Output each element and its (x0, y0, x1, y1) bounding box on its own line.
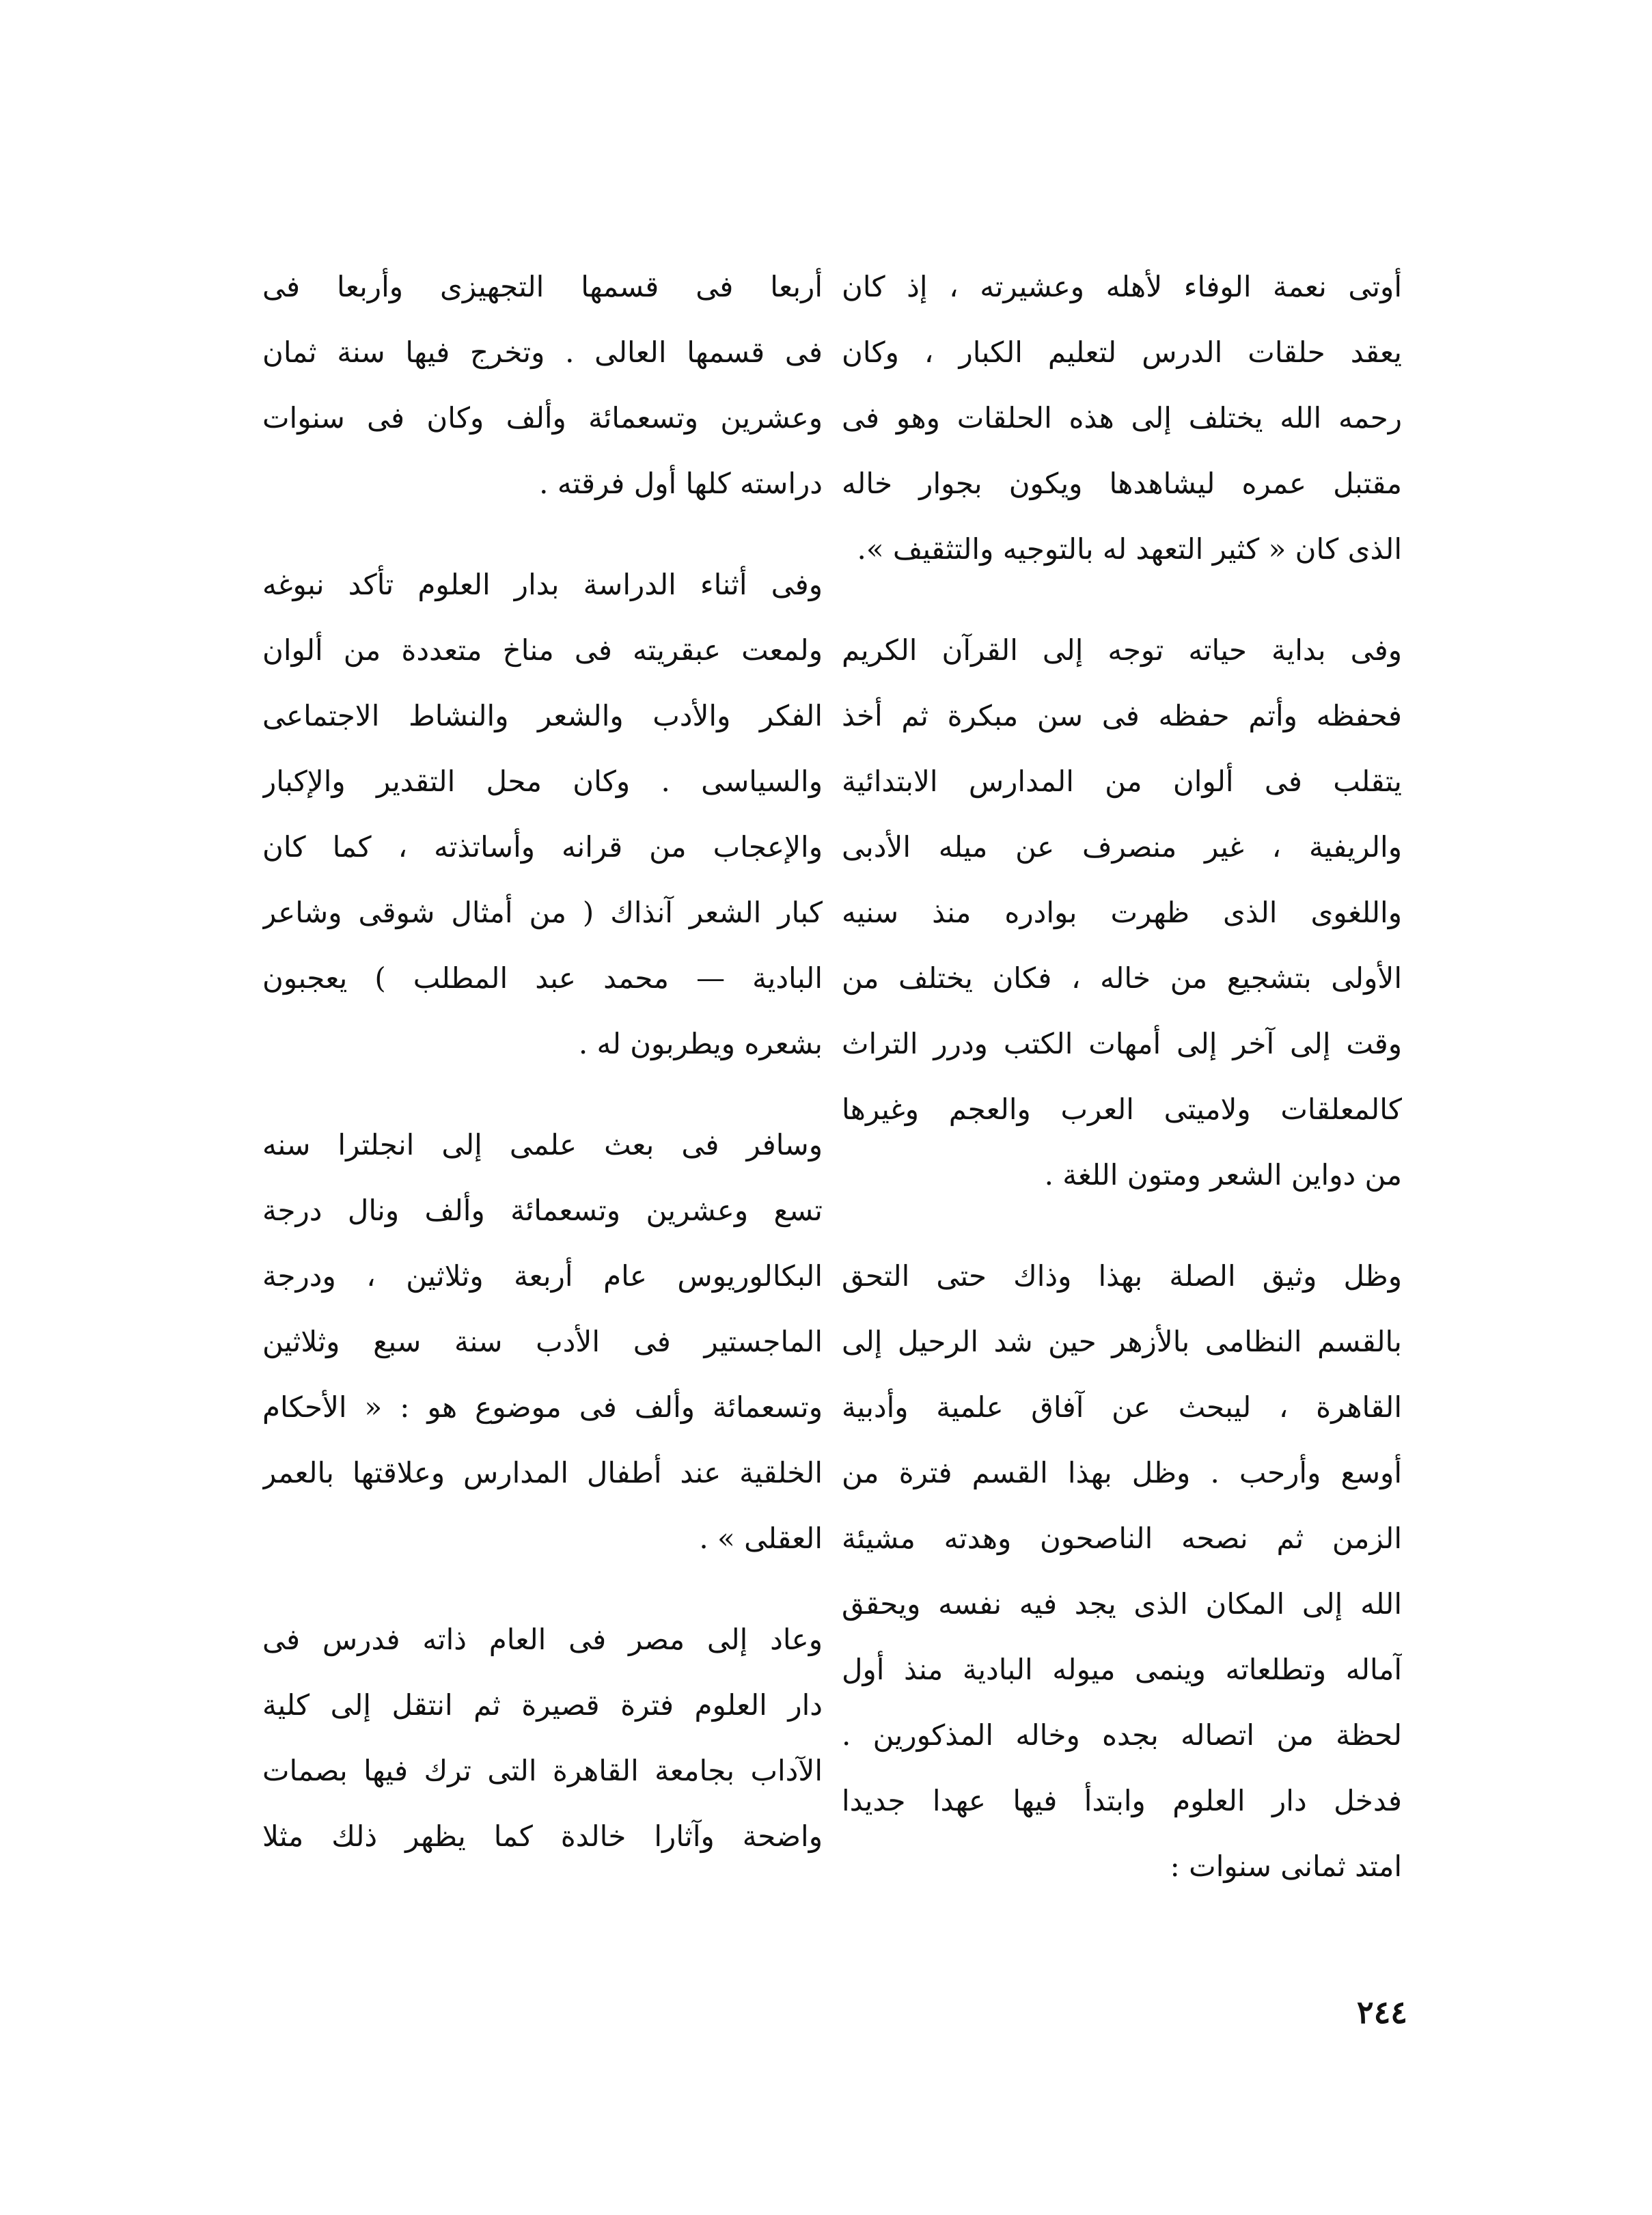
text-line: كبار الشعر آنذاك ( من أمثال شوقى وشاعر (262, 896, 823, 929)
paragraph-6 (262, 1112, 823, 1571)
text-line: وفى بداية حياته توجه إلى القرآن الكريم (842, 633, 1402, 667)
text-line: فحفظه وأتم حفظه فى سن مبكرة ثم أخذ (842, 699, 1402, 732)
text-line: وعاد إلى مصر فى العام ذاته فدرس فى (262, 1623, 823, 1656)
text-line: واضحة وآثارا خالدة كما يظهر ذلك مثلا (262, 1819, 823, 1853)
text-line: وسافر فى بعث علمى إلى انجلترا سنه (262, 1128, 823, 1161)
text-line: ولمعت عبقريته فى مناخ متعددة من ألوان (262, 633, 823, 667)
text-line: يعقد حلقات الدرس لتعليم الكبار ، وكان (842, 335, 1402, 369)
text-line: بالقسم النظامى بالأزهر حين شد الرحيل إلى (842, 1325, 1402, 1358)
text-line: والسياسى . وكان محل التقدير والإكبار (262, 765, 823, 798)
text-line: بشعره ويطربون له . (578, 1027, 823, 1060)
paragraph-5 (262, 552, 823, 1077)
text-line: البادية — محمد عبد المطلب ) يعجبون (262, 961, 823, 995)
text-line: الزمن ثم نصحه الناصحون وهدته مشيئة (842, 1522, 1402, 1555)
text-line: دراسته كلها أول فرقته . (539, 467, 823, 500)
text-line: فدخل دار العلوم وابتدأ فيها عهدا جديدا (842, 1784, 1402, 1817)
paragraph-7 (262, 1607, 823, 1869)
text-line: يتقلب فى ألوان من المدارس الابتدائية (842, 765, 1402, 798)
page-number: ٢٤٤ (1356, 1994, 1407, 2031)
text-line: رحمه الله يختلف إلى هذه الحلقات وهو فى (842, 401, 1402, 435)
text-line: دار العلوم فترة قصيرة ثم انتقل إلى كلية (262, 1688, 823, 1722)
text-line: كالمعلقات ولاميتى العرب والعجم وغيرها (842, 1092, 1402, 1126)
text-line: وفى أثناء الدراسة بدار العلوم تأكد نبوغه (262, 568, 823, 601)
paragraph-1 (842, 254, 1402, 582)
text-line: الآداب بجامعة القاهرة التى ترك فيها بصمات (262, 1754, 823, 1787)
text-line: والإعجاب من قرانه وأساتذته ، كما كان (262, 830, 823, 864)
text-line: والريفية ، غير منصرف عن ميله الأدبى (842, 830, 1402, 864)
paragraph-3 (842, 1243, 1402, 1899)
text-line: آماله وتطلعاته وينمى ميوله البادية منذ أول (842, 1653, 1402, 1686)
text-line: تسع وعشرين وتسعمائة وألف ونال درجة (262, 1194, 823, 1227)
text-line: مقتبل عمره ليشاهدها ويكون بجوار خاله (842, 467, 1402, 500)
right-text-column (842, 254, 1402, 1935)
text-line: الماجستير فى الأدب سنة سبع وثلاثين (262, 1325, 823, 1358)
text-line: امتد ثمانى سنوات : (1170, 1849, 1402, 1883)
text-line: الفكر والأدب والشعر والنشاط الاجتماعى (262, 699, 823, 732)
paragraph-2 (842, 618, 1402, 1208)
text-line: وظل وثيق الصلة بهذا وذاك حتى التحق (842, 1259, 1402, 1293)
text-line: العقلى » . (699, 1522, 823, 1555)
text-line: وقت إلى آخر إلى أمهات الكتب ودرر التراث (842, 1027, 1402, 1060)
text-line: أوسع وأرحب . وظل بهذا القسم فترة من (842, 1456, 1402, 1489)
text-line: الله إلى المكان الذى يجد فيه نفسه ويحقق (842, 1587, 1402, 1621)
left-text-column (262, 254, 823, 1905)
text-line: وتسعمائة وألف فى موضوع هو : « الأحكام (262, 1390, 823, 1424)
text-line: الأولى بتشجيع من خاله ، فكان يختلف من (842, 961, 1402, 995)
text-line: الذى كان « كثير التعهد له بالتوجيه والتثقيف ». (857, 532, 1402, 566)
text-line: أوتى نعمة الوفاء لأهله وعشيرته ، إذ كان (842, 270, 1402, 303)
text-line: البكالوريوس عام أربعة وثلاثين ، ودرجة (262, 1259, 823, 1293)
text-line: القاهرة ، ليبحث عن آفاق علمية وأدبية (842, 1390, 1402, 1424)
text-line: وعشرين وتسعمائة وألف وكان فى سنوات (262, 401, 823, 435)
text-line: فى قسمها العالى . وتخرج فيها سنة ثمان (262, 335, 823, 369)
text-line: لحظة من اتصاله بجده وخاله المذكورين . (842, 1718, 1402, 1752)
text-line: أربعا فى قسمها التجهيزى وأربعا فى (262, 270, 823, 303)
text-line: واللغوى الذى ظهرت بوادره منذ سنيه (842, 896, 1402, 929)
text-line: الخلقية عند أطفال المدارس وعلاقتها بالعمر (262, 1456, 823, 1489)
paragraph-4 (262, 254, 823, 517)
text-line: من دواين الشعر ومتون اللغة . (1044, 1158, 1402, 1192)
